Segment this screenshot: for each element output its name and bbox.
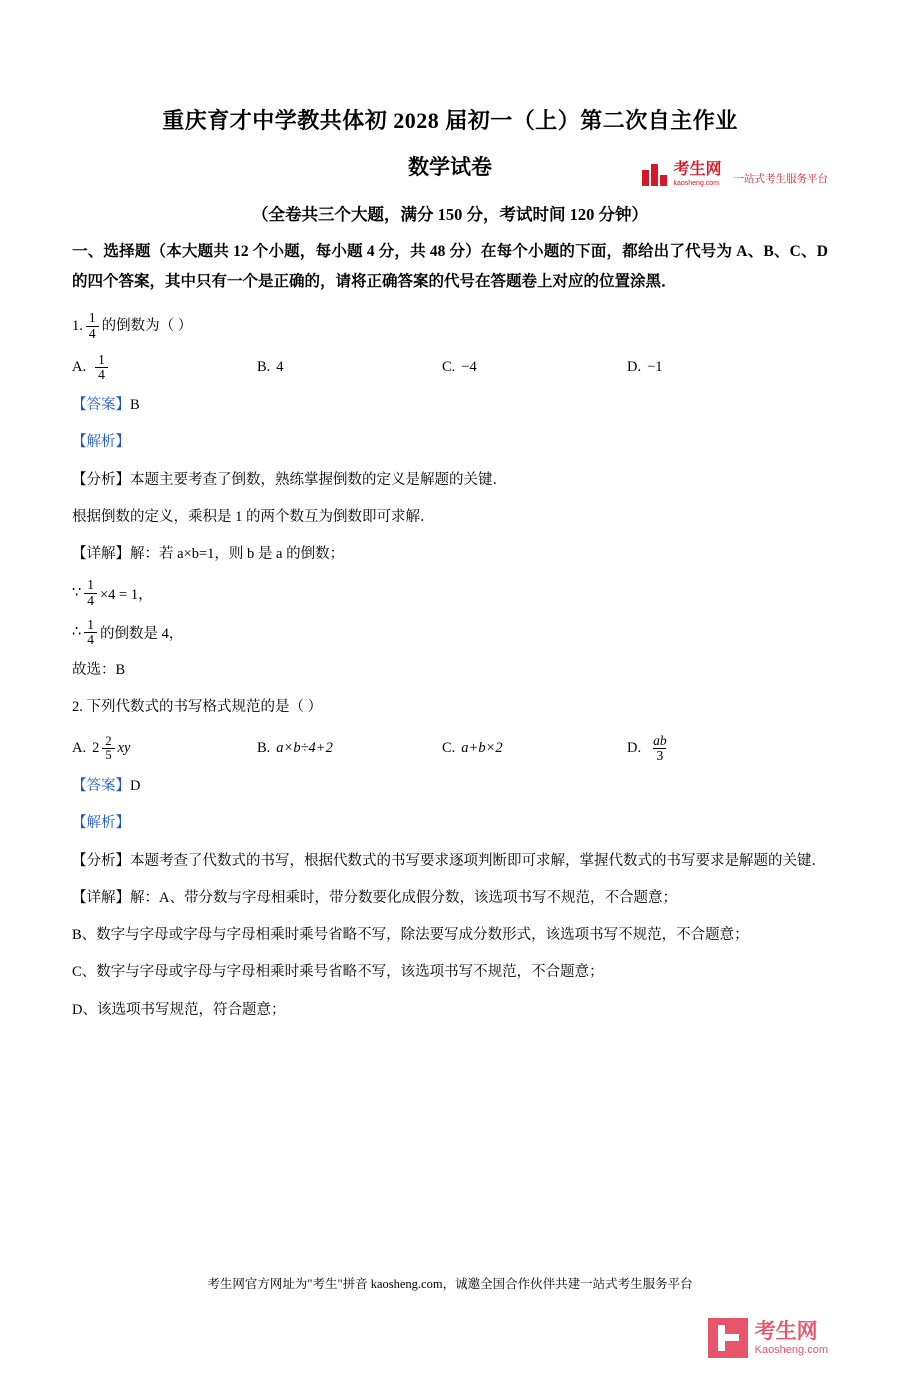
answer-value-1: B [130, 397, 140, 414]
question-2-line-c: C、数字与字母或字母与字母相乘时乘号省略不写，该选项书写不规范，不合题意； [72, 964, 604, 981]
step-2-fraction: $\frac{1}{4}$ [84, 618, 97, 647]
kaosheng-watermark-icon [708, 1318, 748, 1358]
question-1-fenxi-2: 根据倒数的定义，乘积是 1 的两个数互为倒数即可求解． [72, 508, 435, 525]
question-1-fenxi: 【分析】本题主要考查了倒数，熟练掌握倒数的定义是解题的关键． [72, 471, 507, 488]
question-1-stem [72, 311, 828, 340]
option-2-a: A. 2 $\frac{2}{5}$ xy [72, 733, 131, 762]
header-logo [642, 162, 828, 187]
question-1-xiangjie: 【详解】解：若 a×b=1，则 b 是 a 的倒数； [72, 546, 345, 563]
option-1-a: A. $\frac{1}{4}$ [72, 353, 257, 382]
question-1-stem-text: 的倒数为（ ） [101, 317, 193, 334]
answer-label-2: 【答案】 [72, 778, 130, 795]
option-1-d: D. −1 [627, 358, 663, 375]
option-2-d: D. $\frac{ab}{3}$ [627, 734, 787, 763]
question-2-stem-text: 下列代数式的书写格式规范的是（ ） [86, 699, 323, 716]
question-1-number: 1. [72, 317, 83, 334]
footer-note: 考生网官方网址为"考生"拼音 kaosheng.com，诚邀全国合作伙伴共建一站式考生服务平台 [207, 1277, 693, 1291]
logo-text [673, 162, 721, 187]
option-1-b: B. 4 [257, 358, 284, 375]
footer-logo-en: Kaosheng.com [754, 1343, 828, 1356]
page-title: 重庆育才中学教共体初 2028 届初一（上）第二次自主作业 [162, 108, 738, 133]
section-heading-choice: 一、选择题（本大题共 12 个小题，每小题 4 分，共 48 分）在每个小题的下面，都给出了代号为 A、B、C、D 的四个答案，其中只有一个是正确的，请将正确答案的代号在答题卷上对应的位置涂黑． [72, 243, 828, 291]
step-1-fraction: $\frac{1}{4}$ [84, 578, 97, 607]
question-1-options [72, 353, 828, 382]
question-2-answer [72, 772, 828, 800]
option-2-b: B. a×b÷4+2 [257, 739, 333, 756]
question-2-fenxi: 【分析】本题考查了代数式的书写，根据代数式的书写要求逐项判断即可求解，掌握代数式的书写要求是解题的关键． [72, 852, 826, 869]
answer-value-2: D [130, 778, 141, 795]
question-2-options [72, 734, 828, 763]
question-1-step-2: ∴ $\frac{1}{4}$ 的倒数是 4， [72, 616, 184, 647]
option-1-c: C. −4 [442, 358, 477, 375]
question-2-number: 2. [72, 699, 83, 716]
question-1-fraction: $\frac{1}{4}$ [86, 311, 99, 340]
logo-slogan: 一站式考生服务平台 [733, 173, 828, 185]
kaosheng-logo-icon [642, 164, 667, 186]
option-2-d-fraction: $\frac{ab}{3}$ [653, 732, 667, 763]
question-2-stem [72, 693, 828, 721]
question-1-answer [72, 391, 828, 419]
answer-label-1: 【答案】 [72, 397, 130, 414]
logo-name-en: kaosheng.com [673, 180, 720, 187]
question-2-line-d: D、该选项书写规范，符合题意； [72, 1001, 286, 1018]
page-subtitle: 数学试卷 [408, 155, 492, 179]
footer-watermark-logo [708, 1318, 828, 1358]
question-2-analysis-label: 【解析】 [72, 815, 130, 832]
exam-note: （全卷共三个大题，满分 150 分，考试时间 120 分钟） [252, 205, 648, 224]
question-1-conclusion: 故选：B [72, 662, 126, 679]
option-1-a-fraction: $\frac{1}{4}$ [95, 353, 108, 382]
question-2-xiangjie: 【详解】解：A、带分数与字母相乘时，带分数要化成假分数，该选项书写不规范，不合题意； [72, 889, 677, 906]
question-1-step-1: ∵ $\frac{1}{4}$ ×4 = 1， [72, 577, 153, 608]
option-2-c: C. a+b×2 [442, 739, 503, 756]
footer-logo-cn: 考生网 [754, 1319, 818, 1343]
option-2-a-fraction: $\frac{2}{5}$ [102, 735, 114, 762]
question-2-line-b: B、数字与字母或字母与字母相乘时乘号省略不写，除法要写成分数形式，该选项书写不规范，不合题意； [72, 927, 749, 944]
logo-name-cn: 考生网 [673, 161, 722, 178]
document-page [0, 104, 900, 1376]
question-1-analysis-label: 【解析】 [72, 434, 130, 451]
